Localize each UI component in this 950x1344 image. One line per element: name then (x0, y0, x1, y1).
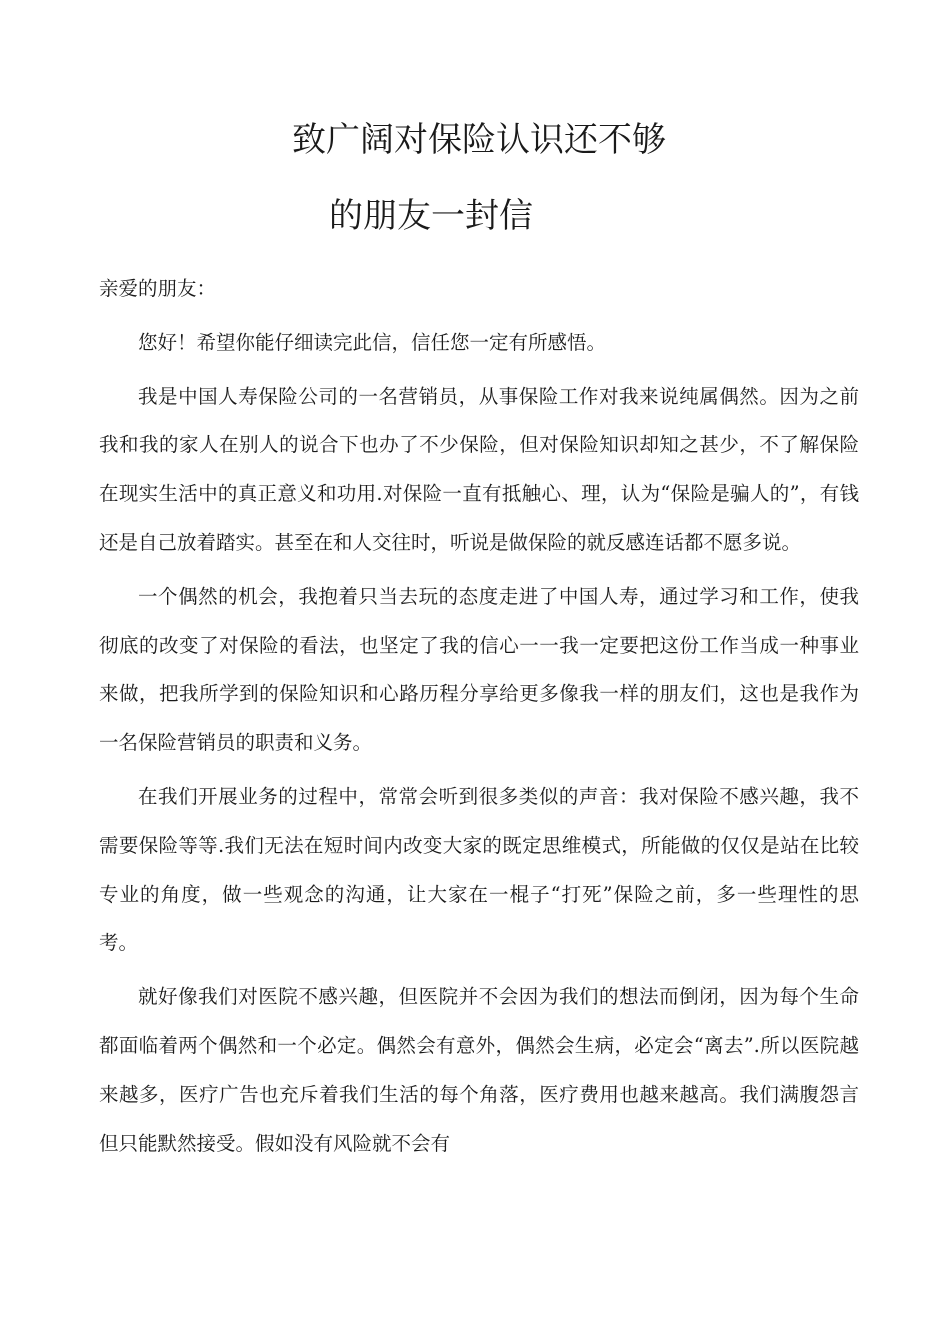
salutation: 亲爱的朋友： (99, 277, 217, 300)
document-title-line-1: 致广阔对保险认识还不够 (292, 120, 666, 160)
paragraph-greeting: 您好！希望你能仔细读完此信，信任您一定有所感悟。 (138, 330, 607, 354)
paragraph-hospital-analogy: 就好像我们对医院不感兴趣，但医院并不会因为我们的想法而倒闭，因为每个生命都面临着两个偶然和一个必定。偶然会有意外，偶然会生病，必定会“离去”.所以医院越来越多，医疗广告也充斥着我们生活的每个角落，医疗费用也越来越高。我们满腹怨言但只能默然接受。假如没有风险就不会有 (99, 985, 859, 1155)
paragraph-turning-point: 一个偶然的机会，我抱着只当去玩的态度走进了中国人寿，通过学习和工作，使我彻底的改变了对保险的看法，也坚定了我的信心一一我一定要把这份工作当成一种事业来做，把我所学到的保险知识和心路历程分享给更多像我一样的朋友们，这也是我作为一名保险营销员的职责和义务。 (99, 584, 859, 755)
paragraph-common-objections: 在我们开展业务的过程中，常常会听到很多类似的声音：我对保险不感兴趣，我不需要保险等等.我们无法在短时间内改变大家的既定思维模式，所能做的仅仅是站在比较专业的角度，做一些观念的沟通，让大家在一棍子“打死”保险之前，多一些理性的思考。 (99, 784, 859, 955)
paragraph-background: 我是中国人寿保险公司的一名营销员，从事保险工作对我来说纯属偶然。因为之前我和我的家人在别人的说合下也办了不少保险，但对保险知识却知之甚少，不了解保险在现实生活中的真正意义和功用.对保险一直有抵触心、理，认为“保险是骗人的”，有钱还是自己放着踏实。甚至在和人交往时，听说是做保险的就反感连话都不愿多说。 (99, 384, 859, 554)
document-title-line-2: 的朋友一封信 (329, 196, 533, 236)
letter-body (99, 265, 859, 1173)
